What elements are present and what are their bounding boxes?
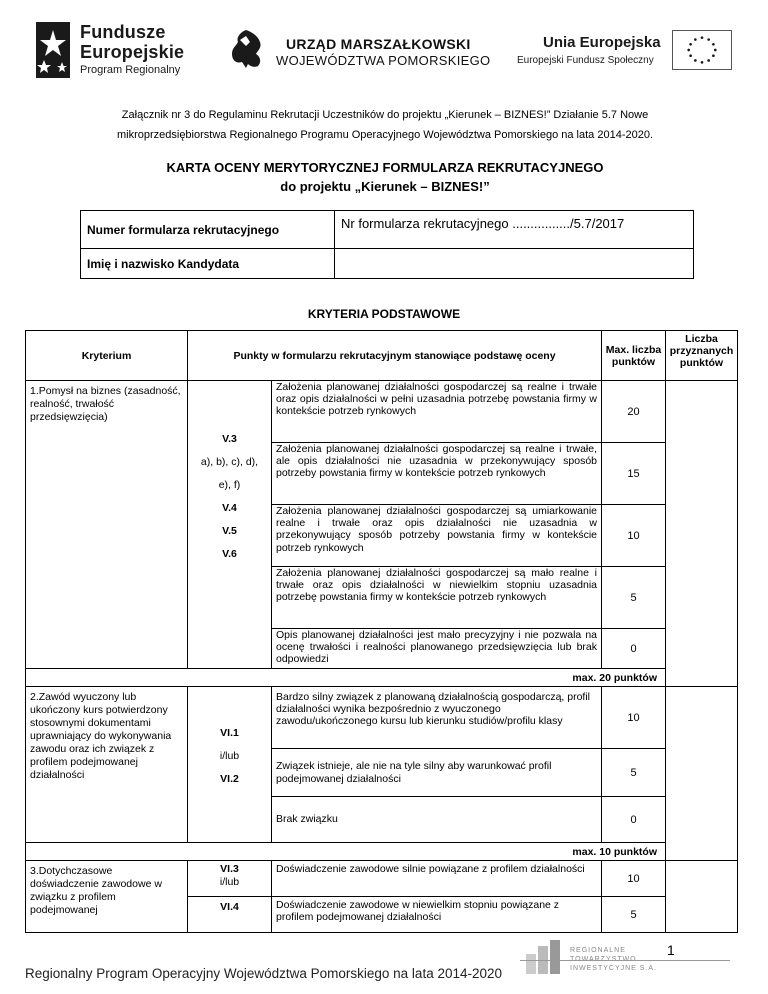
eu-title: Unia Europejska — [543, 34, 661, 51]
criterion2-point-b: i/lub — [219, 750, 240, 762]
criterion2-desc-1: Bardzo silny związek z planowaną działalnością gospodarczą, profil działalności wynika bezpośrednio z wyuczonego zawodu/ukończonego kursu lub kierunku studiów/profilu klasy — [272, 687, 602, 749]
criterion1-max-5: 0 — [602, 629, 666, 669]
eu-subtitle: Europejski Fundusz Społeczny — [517, 55, 654, 66]
criterion2-awarded[interactable] — [666, 687, 738, 861]
rti-line3: INWESTYCYJNE S.A. — [570, 965, 658, 972]
criterion2-sum: max. 10 punktów — [26, 843, 666, 861]
griffin-coat-of-arms-icon — [226, 28, 266, 70]
fundusze-europejskie-logo — [36, 20, 186, 80]
criterion3-name: 3.Dotychczasowe doświadczenie zawodowe w związku z profilem podejmowanej — [26, 861, 188, 933]
criterion1-point-d: V.4 — [222, 502, 237, 514]
criterion3-points-2: VI.4 — [188, 897, 272, 933]
fe-star-icon — [36, 22, 70, 78]
criterion2-point-c: VI.2 — [220, 773, 239, 785]
criterion1-desc-4: Założenia planowanej działalności gospodarczej są mało realne i trwałe oraz opis działalności w niewielkim stopniu uzasadnia potrzebę powstania firmy w kontekście potrzeb rynkowych — [272, 567, 602, 629]
criterion1-sum-row — [26, 669, 738, 687]
header-przyznane: Liczba przyznanych punktów — [666, 331, 738, 381]
fe-title-line2: Europejskie — [80, 42, 185, 62]
criterion1-max-2: 15 — [602, 443, 666, 505]
criterion1-desc-5: Opis planowanej działalności jest mało precyzyjny i nie pozwala na ocenę trwałości i realności planowanego przedsięwzięcia lub brak odpowiedzi — [272, 629, 602, 669]
section-title: KRYTERIA PODSTAWOWE — [307, 307, 461, 321]
criterion1-point-f: V.6 — [222, 548, 237, 560]
criterion1-point-e: V.5 — [222, 525, 237, 537]
criterion3-point-b: i/lub — [219, 876, 240, 888]
criterion3-desc-2: Doświadczenie zawodowe w niewielkim stopniu powiązane z profilem podejmowanej działalności — [272, 897, 602, 933]
criterion2-desc-3: Brak związku — [272, 797, 602, 843]
eu-flag-icon — [672, 30, 732, 70]
criterion1-sum: max. 20 punktów — [26, 669, 666, 687]
criterion3-desc-1: Doświadczenie zawodowe silnie powiązane z profilem działalności — [272, 861, 602, 897]
candidate-name-label: Imię i nazwisko Kandydata — [81, 249, 335, 279]
criterion2-desc-2: Związek istnieje, ale nie na tyle silny aby warunkować profil podejmowanej działalności — [272, 749, 602, 797]
form-number-label: Numer formularza rekrutacyjnego — [81, 211, 335, 249]
criterion3-max-1: 10 — [602, 861, 666, 897]
document-title-line2: do projektu „Kierunek – BIZNES!” — [280, 179, 490, 194]
criterion1-max-3: 10 — [602, 505, 666, 567]
urzad-title-line1: URZĄD MARSZAŁKOWSKI — [286, 36, 471, 52]
table-row — [26, 687, 738, 749]
fe-subtitle: Program Regionalny — [80, 64, 181, 76]
form-number-field[interactable]: Nr formularza rekrutacyjnego ................/5.7/2017 — [335, 211, 694, 249]
criterion2-sum-row — [26, 843, 738, 861]
applicant-info-table — [80, 210, 694, 279]
footer-program-text: Regionalny Program Operacyjny Województwa Pomorskiego na lata 2014-2020 — [25, 966, 503, 981]
criterion2-point-a: VI.1 — [220, 727, 239, 739]
fe-title-line1: Fundusze — [80, 22, 166, 42]
criterion3-max-2: 5 — [602, 897, 666, 933]
criterion1-awarded[interactable] — [666, 381, 738, 687]
table-row — [26, 381, 738, 443]
criterion2-name: 2.Zawód wyuczony lub ukończony kurs potwierdzony stosownymi dokumentami uprawniający do wykonywania zawodu oraz ich związek z profilem podejmowanej działalności — [26, 687, 188, 843]
criterion1-point-a: V.3 — [222, 433, 237, 445]
criterion1-point-c: e), f) — [218, 479, 241, 491]
criterion1-point-b: a), b), c), d), — [200, 456, 259, 468]
criterion2-max-2: 5 — [602, 749, 666, 797]
table-row — [26, 861, 738, 897]
criterion1-name: 1.Pomysł na biznes (zasadność, realność, trwałość przedsięwzięcia) — [26, 381, 188, 669]
footer-divider — [520, 960, 730, 961]
criterion1-desc-1: Założenia planowanej działalności gospodarczej są realne i trwałe oraz opis działalności w pełni uzasadnia potrzebę powstania firmy w kontekście potrzeb rynkowych — [272, 381, 602, 443]
criterion1-max-1: 20 — [602, 381, 666, 443]
criteria-header-row — [26, 331, 738, 381]
candidate-name-field[interactable] — [335, 249, 694, 279]
header-punkty: Punkty w formularzu rekrutacyjnym stanowiące podstawę oceny — [188, 331, 602, 381]
criterion1-desc-2: Założenia planowanej działalności gospodarczej są realne i trwałe, ale opis działalności nie uzasadnia w przekonywujący sposób potrzeby powstania firmy w kontekście potrzeb rynkowych — [272, 443, 602, 505]
page-number: 1 — [667, 942, 675, 958]
annex-line1: Załącznik nr 3 do Regulaminu Rekrutacji Uczestników do projektu „Kierunek – BIZNES!” Działanie 5.7 Nowe — [121, 109, 649, 121]
document-title — [60, 158, 710, 196]
header-max: Max. liczba punktów — [602, 331, 666, 381]
criterion3-point-a: VI.3 — [220, 863, 239, 875]
page-header — [0, 0, 768, 95]
criterion1-desc-3: Założenia planowanej działalności gospodarczej są umiarkowanie realne i trwałe oraz opis działalności nie uzasadnia w przekonywujący sposób potrzeby powstania firmy w kontekście potrzeb rynkowych — [272, 505, 602, 567]
criterion3-points-1 — [188, 861, 272, 897]
urzad-title-line2: WOJEWÓDZTWA POMORSKIEGO — [276, 53, 491, 68]
criterion2-max-1: 10 — [602, 687, 666, 749]
annex-note — [60, 105, 710, 145]
criterion2-points — [188, 687, 272, 843]
criterion1-points — [188, 381, 272, 669]
criterion3-awarded[interactable] — [666, 861, 738, 933]
criteria-table — [25, 330, 738, 933]
rti-line1: REGIONALNE — [570, 947, 626, 954]
criterion2-max-3: 0 — [602, 797, 666, 843]
annex-line2: mikroprzedsiębiorstwa Regionalnego Programu Operacyjnego Województwa Pomorskiego na lata 2014-2020. — [116, 129, 654, 141]
header-kryterium: Kryterium — [26, 331, 188, 381]
criterion1-max-4: 5 — [602, 567, 666, 629]
document-title-line1: KARTA OCENY MERYTORYCZNEJ FORMULARZA REKRUTACYJNEGO — [166, 160, 604, 175]
